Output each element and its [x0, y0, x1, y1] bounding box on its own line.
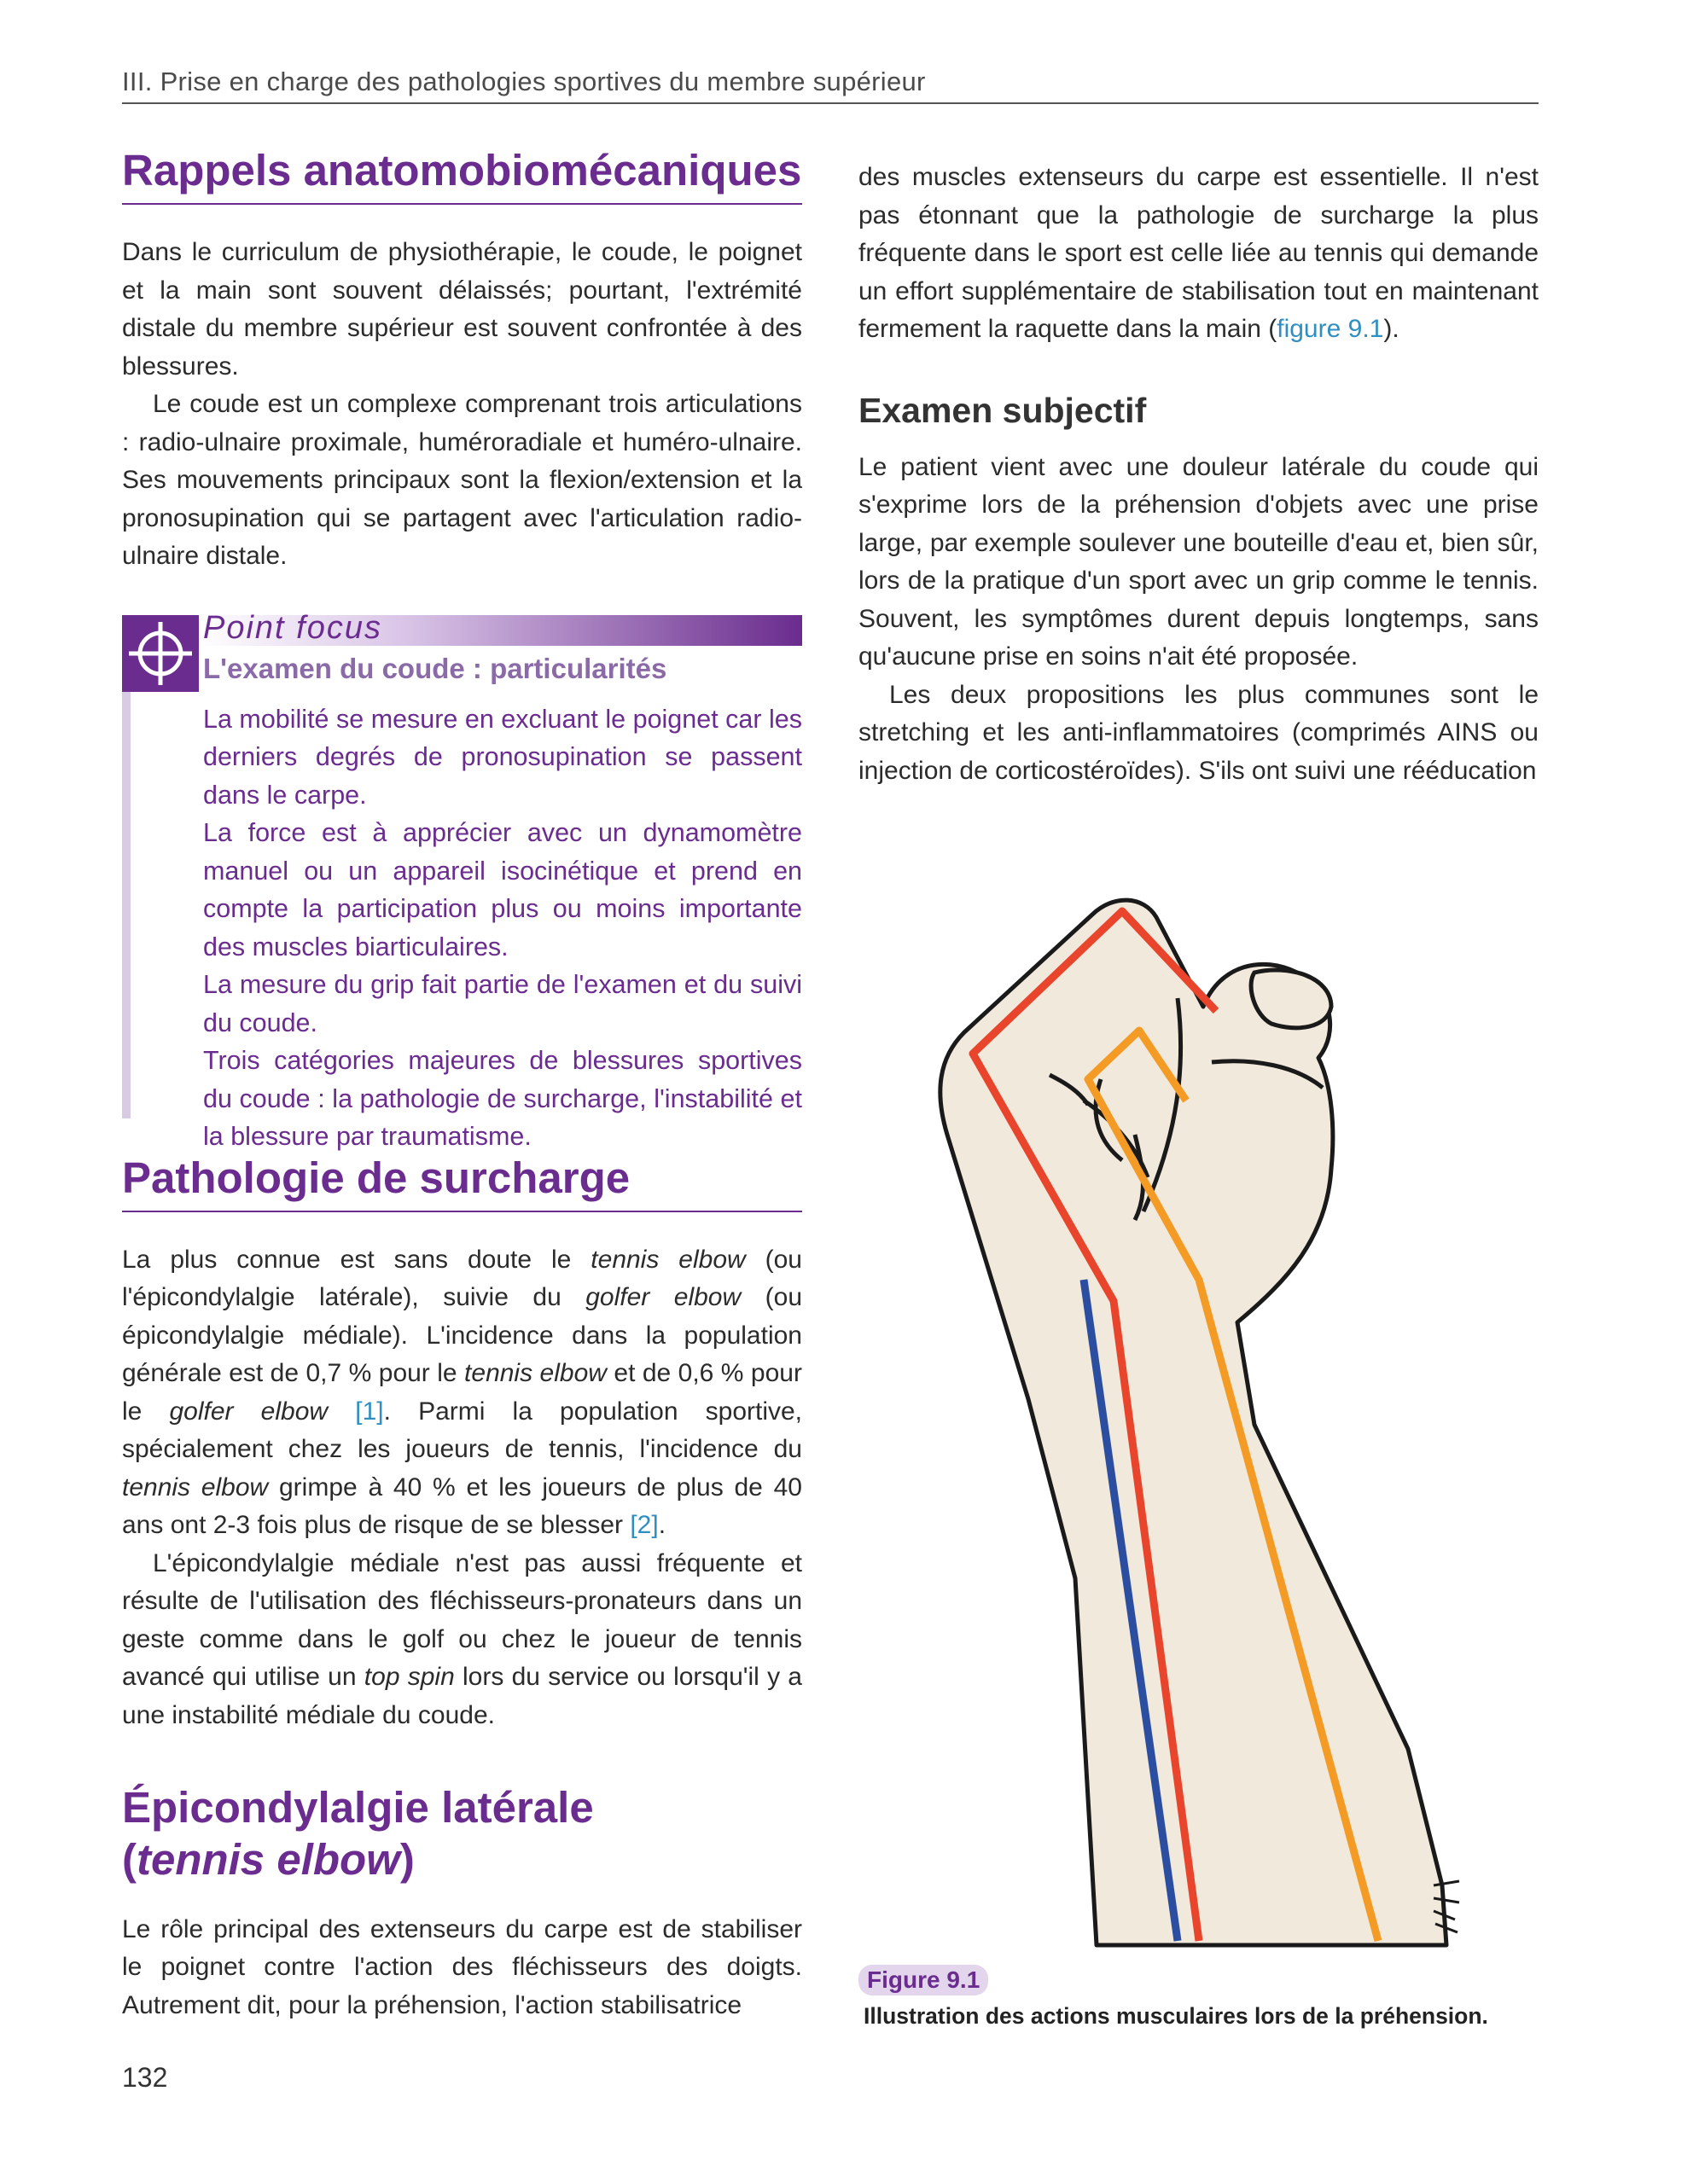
point-focus-box: [122, 609, 802, 1152]
reference-link[interactable]: [1]: [355, 1397, 384, 1426]
running-head: III. Prise en charge des pathologies sportives du membre supérieur: [122, 67, 1539, 104]
forearm-outline: [940, 900, 1446, 1945]
focus-side-bar: [122, 692, 131, 1118]
focus-item: Trois catégories majeures de blessures sportives du coude : la pathologie de surcharge, l'instabilité et la blessure par traumatisme.: [203, 1046, 802, 1152]
figure-caption: Illustration des actions musculaires lors de la préhension.: [864, 2003, 1488, 2029]
figure-label: Figure 9.1: [858, 1965, 988, 1995]
section-title-surcharge: Pathologie de surcharge: [122, 1153, 802, 1212]
crosshair-icon: [122, 615, 199, 692]
section-title-examen-subjectif: Examen subjectif: [858, 390, 1147, 430]
focus-title: Point focus: [203, 609, 382, 646]
focus-subtitle: L'examen du coude : particularités: [203, 652, 667, 684]
focus-body: [203, 700, 802, 1156]
right-column: [858, 159, 1539, 790]
focus-item: La force est à apprécier avec un dynamomètre manuel ou un appareil isocinétique et prend en compte la participation plus ou moins importante des muscles biarticulaires.: [203, 818, 802, 961]
paragraph: Le rôle principal des extenseurs du carpe est de stabiliser le poignet contre l'action des fléchisseurs des doigts. Autrement dit, pour la préhension, l'action stabilisatrice: [122, 1914, 802, 2019]
focus-item: La mobilité se mesure en excluant le poignet car les derniers degrés de pronosupination se passent dans le carpe.: [203, 704, 802, 810]
focus-item: La mesure du grip fait partie de l'examen et du suivi du coude.: [203, 970, 802, 1037]
paragraph: Le patient vient avec une douleur latérale du coude qui s'exprime lors de la préhension d'objets avec une prise large, par exemple soulever une bouteille d'eau et, bien sûr, lors de la pratique d'un sport avec un grip comme le tennis. Souvent, les symptômes durent depuis longtemps, sans qu'aucune prise en soins n'ait été proposée.: [858, 452, 1539, 671]
paragraph: des muscles extenseurs du carpe est essentielle. Il n'est pas étonnant que la pathologie de surcharge la plus fréquente dans le sport est celle liée au tennis qui demande un effort supplémentaire de stabilisation tout en maintenant fermement la raquette dans la main (figure 9.1).: [858, 163, 1539, 343]
section-title-rappels: Rappels anatomobiomécaniques: [122, 145, 802, 205]
section-title-epicondylalgie: Épicondylalgie latérale (tennis elbow): [122, 1783, 594, 1884]
paragraph: Le coude est un complexe comprenant trois articulations : radio-ulnaire proximale, huméroradiale et huméro-ulnaire. Ses mouvements principaux sont la flexion/extension et la pronosupination qui se partagent avec l'articulation radio-ulnaire distale.: [122, 390, 802, 571]
left-column: [122, 145, 802, 2024]
paragraph: Les deux propositions les plus communes sont le stretching et les anti-inflammatoires (comprimés AINS ou injection de corticostéroïdes). S'ils ont suivi une rééducation: [858, 680, 1539, 785]
reference-link[interactable]: [2]: [630, 1511, 659, 1540]
thumb-nail: [1251, 970, 1331, 1028]
paragraph: Dans le curriculum de physiothérapie, le coude, le poignet et la main sont souvent délaissés; pourtant, l'extrémité distale du membre supérieur est souvent confrontée à des blessures.: [122, 238, 802, 380]
page-number: 132: [122, 2062, 168, 2093]
paragraph: L'épicondylalgie médiale n'est pas aussi fréquente et résulte de l'utilisation des fléchisseurs-pronateurs dans un geste comme dans le golf ou chez le joueur de tennis avancé qui utilise un top spin lors du service ou lorsqu'il y a une instabilité médiale du coude.: [122, 1548, 802, 1729]
forearm-illustration: [930, 879, 1493, 1954]
paragraph: La plus connue est sans doute le tennis elbow (ou l'épicondylalgie latérale), suivie du golfer elbow (ou épicondylalgie médiale). L'incidence dans la population générale est de 0,7 % pour le tennis elbow et de 0,6 % pour le golfer elbow [1]. Parmi la population sportive, spécialement chez les joueurs de tennis, l'incidence du tennis elbow grimpe à 40 % et les joueurs de plus de 40 ans ont 2-3 fois plus de risque de se blesser [2].: [122, 1245, 803, 1540]
figure-link[interactable]: figure 9.1: [1277, 315, 1384, 343]
